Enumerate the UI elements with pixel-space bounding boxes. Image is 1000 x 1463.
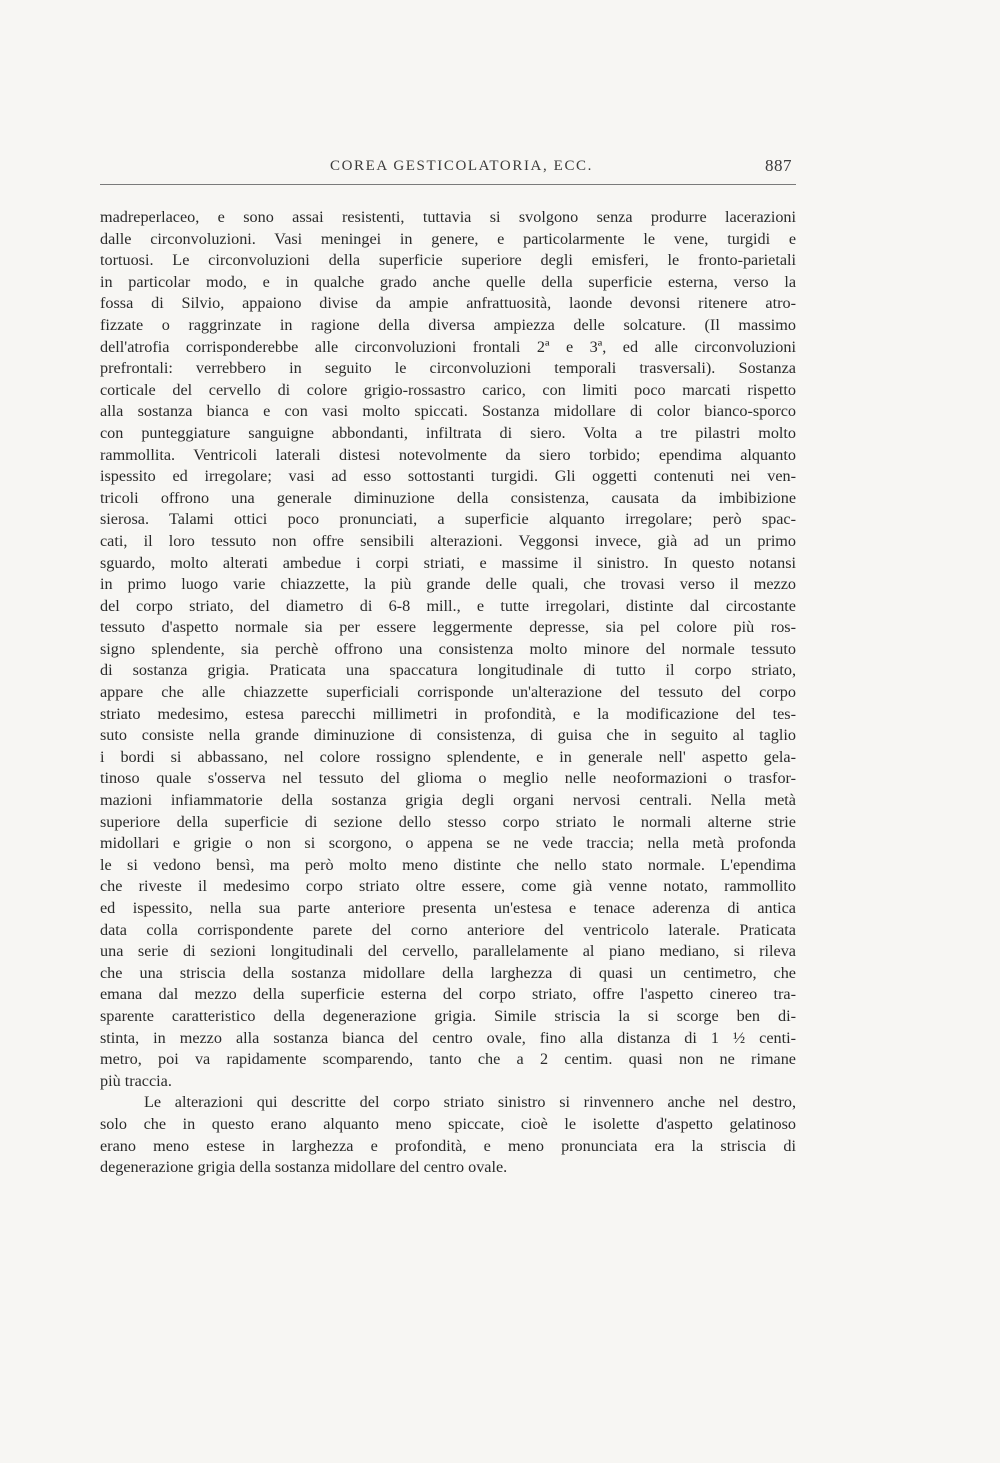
text-line: sierosa. Talami ottici poco pronunciati, a superficie alquanto irregolare; però spac- [100,510,796,529]
text-line: erano meno estese in larghezza e profondità, e meno pronunciata era la striscia di [100,1136,796,1155]
text-line: suto consiste nella grande diminuzione di consistenza, di guisa che in seguito al taglio [100,726,796,745]
text-line: corticale del cervello di colore grigio-rossastro carico, con limiti poco marcati rispetto [100,380,796,399]
body-text [100,207,796,1179]
text-line: che riveste il medesimo corpo striato oltre essere, come già venne notato, rammollito [100,877,796,896]
running-head [100,156,796,182]
text-line: più traccia. [100,1071,172,1090]
text-line: tessuto d'aspetto normale sia per essere leggermente depresse, sia pel colore più ros- [100,618,796,637]
running-title: COREA GESTICOLATORIA, ECC. [330,158,594,174]
text-line: una serie di sezioni longitudinali del cervello, parallelamente al piano mediano, si rileva [100,942,796,961]
text-line: tricoli offrono una generale diminuzione della consistenza, causata da imbibizione [100,488,796,507]
paragraph [100,207,796,1092]
text-line: ed ispessito, nella sua parte anteriore presenta un'estesa e tenace aderenza di antica [100,899,796,917]
text-line: dalle circonvoluzioni. Vasi meningei in genere, e particolarmente le vene, turgidi e [100,229,796,248]
text-line: in particolar modo, e in qualche grado anche quelle della superficie esterna, verso la [100,272,796,291]
text-line: con punteggiature sanguigne abbondanti, infiltrata di siero. Volta a tre pilastri molto [100,423,796,442]
text-line: data colla corrispondente parete del corno anteriore del ventricolo laterale. Praticata [100,920,796,939]
text-line: superiore della superficie di sezione dello stesso corpo striato le normali alterne strie [100,812,796,831]
text-line: appare che alle chiazzette superficiali corrisponde un'alterazione del tessuto del corpo [100,683,796,702]
page-number: 887 [765,156,792,175]
text-line: sguardo, molto alterati ambedue i corpi striati, e massime il sinistro. In questo notansi [100,553,796,572]
text-line: cati, il loro tessuto non offre sensibili alterazioni. Veggonsi invece, già ad un primo [100,531,796,550]
text-line: i bordi si abbassano, nel colore rossigno splendente, e in generale nell' aspetto gela- [100,747,796,766]
text-line: prefrontali: verrebbero in seguito le circonvoluzioni temporali trasversali). Sostanza [100,359,796,378]
text-line: fizzate o raggrinzate in ragione della diversa ampiezza delle solcature. (Il massimo [100,315,796,334]
text-line: degenerazione grigia della sostanza midollare del centro ovale. [100,1158,508,1177]
text-line: tortuosi. Le circonvoluzioni della superficie superiore degli emisferi, le fronto-parietali [100,251,796,270]
text-line: solo che in questo erano alquanto meno spiccate, cioè le isolette d'aspetto gelatinoso [100,1114,796,1133]
text-line: di sostanza grigia. Praticata una spaccatura longitudinale di tutto il corpo striato, [100,661,796,680]
text-line: tinoso quale s'osserva nel tessuto del glioma o meglio nelle neoformazioni o trasfor- [100,769,796,788]
header-rule [100,184,796,185]
text-line: signo splendente, sia perchè offrono una consistenza molto minore del normale tessuto [100,639,796,658]
text-line: le si vedono bensì, ma però molto meno distinte che nello stato normale. L'ependima [100,855,796,874]
text-line: striato medesimo, estesa parecchi millimetri in profondità, e la modificazione del tes- [100,704,796,723]
text-line: midollari e grigie o non si scorgono, o appena se ne vede traccia; nella metà profonda [100,834,796,853]
text-line: Le alterazioni qui descritte del corpo striato sinistro si rinvennero anche nel destro, [144,1093,796,1112]
text-line: che una striscia della sostanza midollare della larghezza di quasi un centimetro, che [100,963,796,982]
text-line: in primo luogo varie chiazzette, la più grande delle quali, che trovasi verso il mezzo [100,575,796,594]
text-line: del corpo striato, del diametro di 6-8 mill., e tutte irregolari, distinte dal circostante [100,596,796,615]
text-line: rammollita. Ventricoli laterali distesi notevolmente da siero torbido; ependima alquanto [100,445,796,464]
text-line: fossa di Silvio, appaiono divise da ampie anfrattuosità, laonde devonsi ritenere atro- [100,294,796,313]
text-line: sparente caratteristico della degenerazione grigia. Simile striscia la si scorge ben di- [100,1006,796,1025]
text-line: dell'atrofia corrisponderebbe alle circonvoluzioni frontali 2ª e 3ª, ed alle circonvoluzioni [100,337,796,356]
text-line: alla sostanza bianca e con vasi molto spiccati. Sostanza midollare di color bianco-sporco [100,402,796,421]
text-line: madreperlaceo, e sono assai resistenti, tuttavia si svolgono senza produrre lacerazioni [100,208,796,226]
text-line: ispessito ed irregolare; vasi ad esso sottostanti turgidi. Gli oggetti contenuti nei ven- [100,467,796,486]
text-line: emana dal mezzo della superficie esterna del corpo striato, offre l'aspetto cinereo tra- [100,985,796,1004]
text-line: mazioni infiammatorie della sostanza grigia degli organi nervosi centrali. Nella metà [100,791,796,810]
text-line: metro, poi va rapidamente scomparendo, tanto che a 2 centim. quasi non ne rimane [100,1050,796,1069]
paragraph [100,1092,796,1178]
text-line: stinta, in mezzo alla sostanza bianca del centro ovale, fino alla distanza di 1 ½ centi- [100,1028,796,1047]
